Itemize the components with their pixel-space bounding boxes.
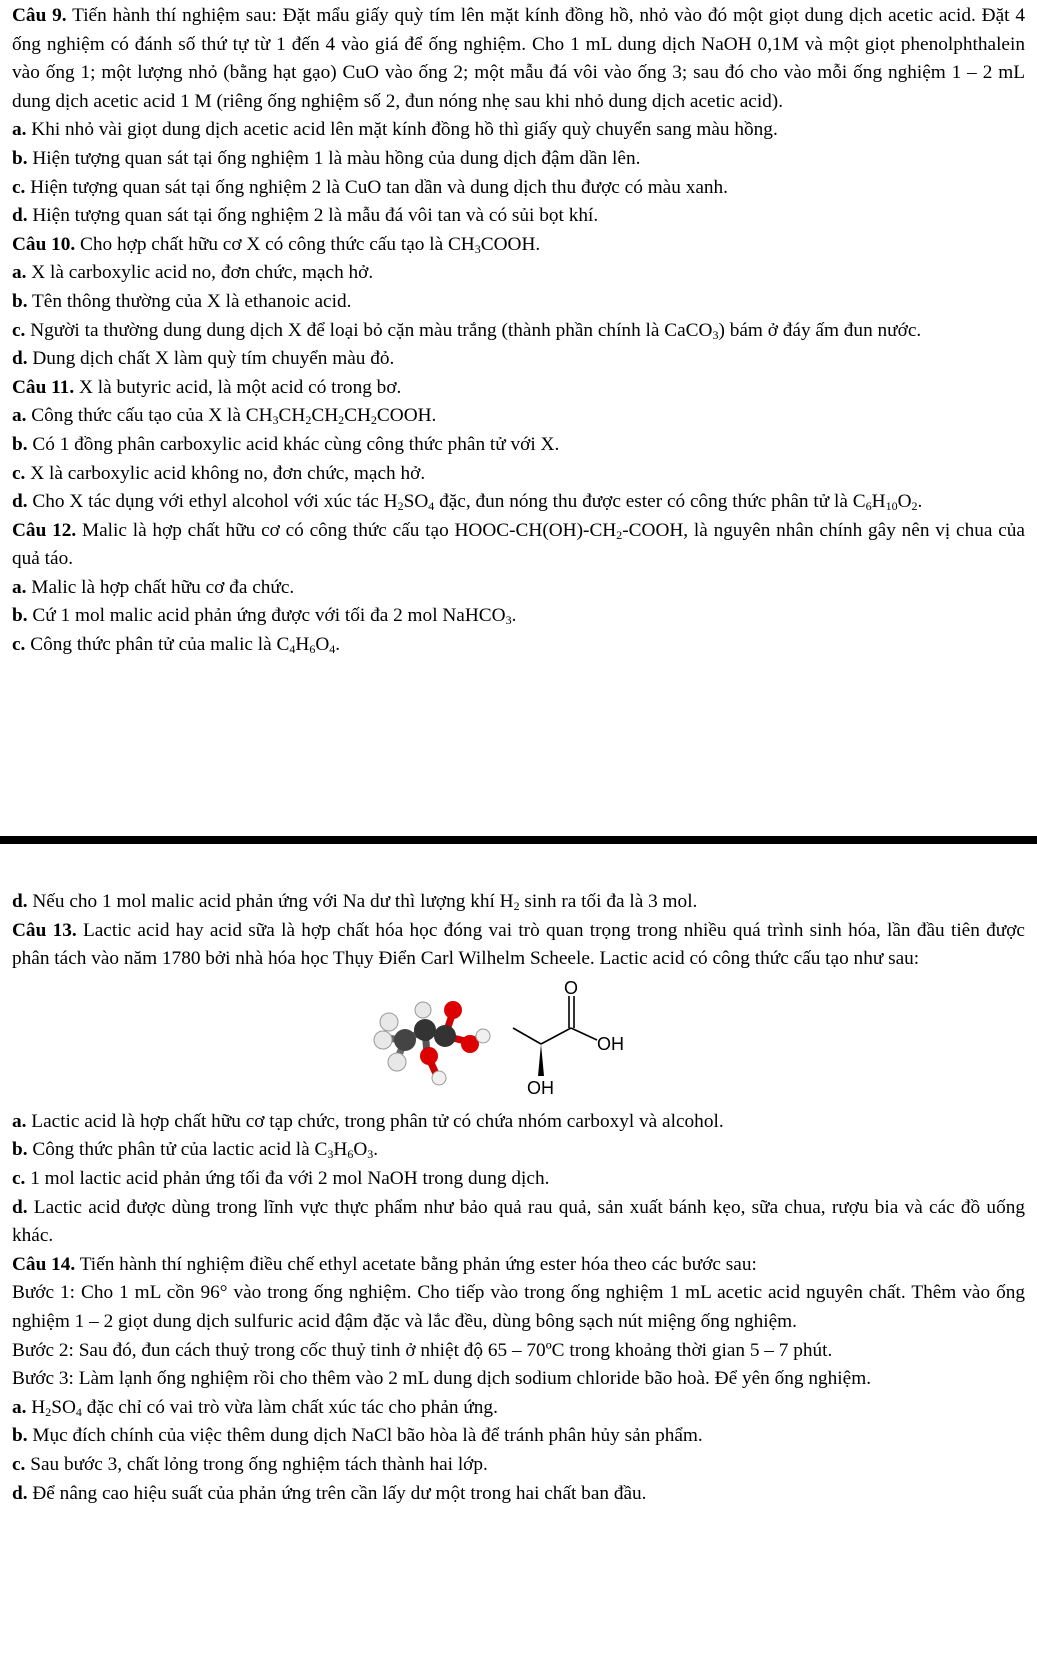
page-divider	[0, 836, 1037, 844]
q13-option-d: d. Lactic acid được dùng trong lĩnh vực thực phẩm như bảo quả rau quả, sản xuất bánh kẹo, sữa chua, rượu bia và các đồ uống khác.	[12, 1196, 1025, 1247]
q14-step-2: Bước 2: Sau đó, đun cách thuỷ trong cốc thuỷ tinh ở nhiệt độ 65 – 70ºC trong khoảng thời gian 5 – 7 phút.	[12, 1339, 833, 1361]
q9-option-d: d. Hiện tượng quan sát tại ống nghiệm 2 là mẫu đá vôi tan và có sủi bọt khí.	[12, 205, 599, 227]
lactic-acid-diagram	[367, 978, 667, 1106]
q9-option-a: a. Khi nhỏ vài giọt dung dịch acetic acid lên mặt kính đồng hồ thì giấy quỳ chuyển sang màu hồng.	[12, 119, 778, 141]
lower-section	[12, 888, 1025, 1508]
q12-option-c: c. Công thức phân tử của malic là $C_4H_6O_4$.	[12, 634, 341, 657]
carboxyl-oh-label: OH	[597, 1033, 624, 1054]
q14-option-d: d. Để nâng cao hiệu suất của phản ứng trên cần lấy dư một trong hai chất ban đầu.	[12, 1482, 647, 1504]
q14-option-b: b. Mục đích chính của việc thêm dung dịch NaCl bão hòa là để tránh phân hủy sản phẩm.	[12, 1425, 703, 1447]
q11-option-a: a. Công thức cấu tạo của X là $CH_3CH_2CH_2CH_2COOH$.	[12, 405, 437, 428]
question-11: Câu 11. X là butyric acid, là một acid có trong bơ.	[12, 376, 402, 398]
q11-option-c: c. X là carboxylic acid không no, đơn chức, mạch hở.	[12, 462, 426, 484]
q13-option-b: b. Công thức phân tử của lactic acid là $C_3H_6O_3$.	[12, 1139, 379, 1162]
lactic-acid-structure-figure	[12, 974, 1025, 1108]
q14-step-3: Bước 3: Làm lạnh ống nghiệm rồi cho thêm vào 2 mL dung dịch sodium chloride bão hoà. Để yên ống nghiệm.	[12, 1368, 872, 1390]
q11-option-b: b. Có 1 đồng phân carboxylic acid khác cùng công thức phân tử với X.	[12, 433, 560, 455]
q10-option-b: b. Tên thông thường của X là ethanoic acid.	[12, 290, 352, 312]
upper-section	[12, 2, 1025, 660]
q13-option-a: a. Lactic acid là hợp chất hữu cơ tạp chức, trong phân tử có chứa nhóm carboxyl và alcohol.	[12, 1110, 724, 1132]
q14-step-1: Bước 1: Cho 1 mL cồn 96° vào trong ống nghiệm. Cho tiếp vào trong ống nghiệm 1 mL acetic acid nguyên chất. Thêm vào ống nghiệm 1 – 2 giọt dung dịch sulfuric acid đậm đặc và lắc đều, dùng bông sạch nút miệng ống nghiệm.	[12, 1282, 1025, 1332]
question-9: Câu 9. Tiến hành thí nghiệm sau: Đặt mẩu giấy quỳ tím lên mặt kính đồng hồ, nhỏ vào đó một giọt dung dịch acetic acid. Đặt 4 ống nghiệm có đánh số thứ tự từ 1 đến 4 vào giá để ống nghiệm. Cho 1 mL dung dịch NaOH 0,1M và một giọt phenolphthalein vào ống 1; một lượng nhỏ (bằng hạt gạo) CuO vào ống 2; một mẫu đá vôi vào ống 3; sau đó cho vào mỗi ống nghiệm 1 – 2 mL dung dịch acetic acid 1 M (riêng ống nghiệm số 2, đun nóng nhẹ sau khi nhỏ dung dịch acetic acid).	[12, 5, 1025, 112]
q12-option-b: b. Cứ 1 mol malic acid phản ứng được với tối đa 2 mol NaHCO$_3$.	[12, 605, 517, 628]
q10-option-d: d. Dung dịch chất X làm quỳ tím chuyển màu đỏ.	[12, 348, 395, 370]
ball-and-stick-model	[374, 1001, 490, 1085]
q13-option-c: c. 1 mol lactic acid phản ứng tối đa với 2 mol NaOH trong dung dịch.	[12, 1167, 550, 1189]
q9-option-c: c. Hiện tượng quan sát tại ống nghiệm 2 là CuO tan dần và dung dịch thu được có màu xanh.	[12, 176, 729, 198]
q14-option-a: a. $H_2SO_4$ đặc chỉ có vai trò vừa làm chất xúc tác cho phản ứng.	[12, 1396, 498, 1419]
q9-label: Câu 9.	[12, 5, 67, 26]
question-10: Câu 10. Cho hợp chất hữu cơ X có công thức cấu tạo là $CH_3COOH$.	[12, 233, 541, 256]
question-12: Câu 12. Malic là hợp chất hữu cơ có công thức cấu tạo HOOC-$CH(OH)-CH_2$-COOH, là nguyên nhân chính gây nên vị chua của quả táo.	[12, 519, 1025, 570]
q10-option-c: c. Người ta thường dung dung dịch X để loại bỏ cặn màu trắng (thành phần chính là CaCO$_3$) bám ở đáy ấm đun nước.	[12, 319, 922, 342]
q10-option-a: a. X là carboxylic acid no, đơn chức, mạch hở.	[12, 262, 374, 284]
question-13: Câu 13. Lactic acid hay acid sữa là hợp chất hóa học đóng vai trò quan trọng trong nhiều quá trình sinh hóa, lần đầu tiên được phân tách vào năm 1780 bởi nhà hóa học Thụy Điển Carl Wilhelm Scheele. Lactic acid có công thức cấu tạo như sau:	[12, 919, 1025, 970]
q12-option-a: a. Malic là hợp chất hữu cơ đa chức.	[12, 576, 295, 598]
skeletal-formula	[513, 978, 624, 1098]
q11-option-d: d. Cho X tác dụng với ethyl alcohol với xúc tác $H_2SO_4$ đặc, đun nóng thu được ester có công thức phân tử là $C_6H_{10}O_2$.	[12, 491, 923, 514]
q14-option-c: c. Sau bước 3, chất lỏng trong ống nghiệm tách thành hai lớp.	[12, 1453, 488, 1475]
q9-option-b: b. Hiện tượng quan sát tại ống nghiệm 1 là màu hồng của dung dịch đậm dần lên.	[12, 147, 641, 169]
question-14: Câu 14. Tiến hành thí nghiệm điều chế ethyl acetate bằng phản ứng ester hóa theo các bước sau:	[12, 1253, 757, 1275]
q12-option-d: d. Nếu cho 1 mol malic acid phản ứng với Na dư thì lượng khí $H_2$ sinh ra tối đa là 3 mol.	[12, 891, 698, 913]
carbonyl-oxygen-label: O	[564, 977, 579, 998]
hydroxyl-oh-label: OH	[527, 1077, 554, 1098]
